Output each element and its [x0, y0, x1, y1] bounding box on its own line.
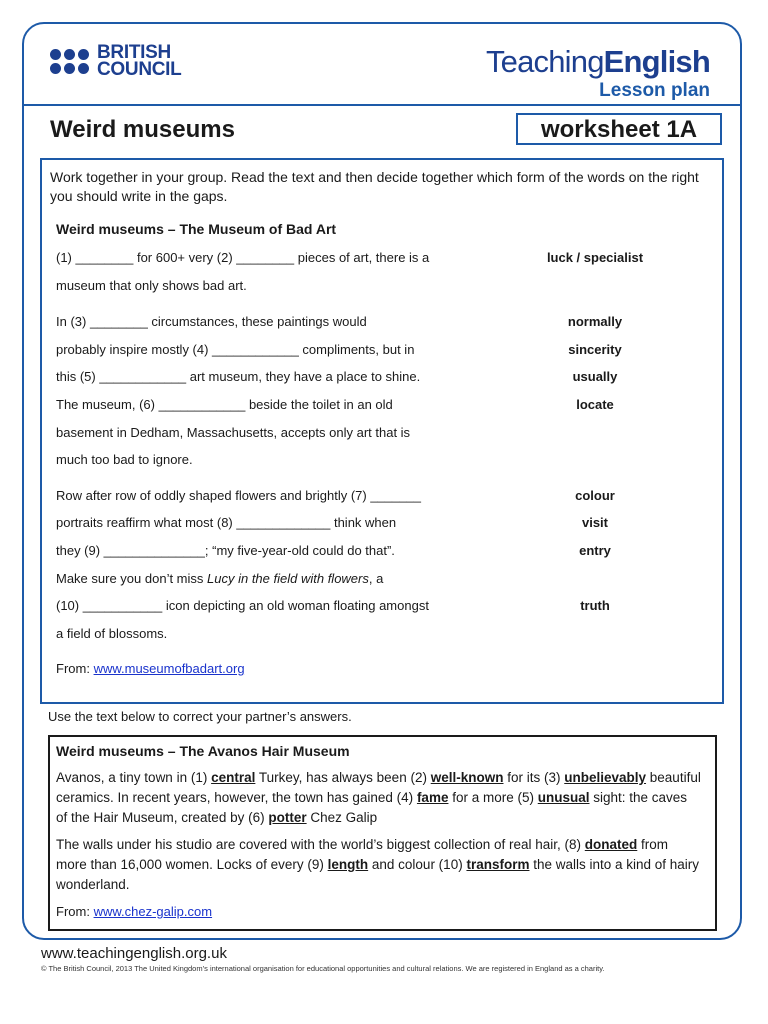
- lesson-plan-label: Lesson plan: [599, 80, 710, 101]
- answer-word: well-known: [430, 770, 504, 785]
- text-span: Turkey, has always been (2): [255, 770, 431, 785]
- british-council-logo: [50, 44, 181, 78]
- text-span: Make sure you don’t miss: [56, 571, 208, 586]
- logo-english: English: [603, 44, 710, 79]
- source-label: From:: [56, 661, 94, 676]
- word-cue: normally: [567, 314, 623, 329]
- worksheet-label: worksheet 1A: [516, 113, 722, 145]
- text-span: , a: [368, 571, 384, 586]
- text-line: Row after row of oddly shaped flowers and brightly (7) _______: [56, 488, 421, 503]
- answer-word: unbelievably: [564, 770, 647, 785]
- answer-word: fame: [416, 790, 449, 805]
- source-label: From:: [56, 904, 94, 919]
- text-line: basement in Dedham, Massachusetts, accepts only art that is: [56, 425, 411, 440]
- word-cue: luck / specialist: [546, 250, 644, 265]
- logo-line-2: COUNCIL: [97, 59, 182, 80]
- logo-dots-icon: [50, 49, 89, 74]
- header-divider: [24, 104, 740, 106]
- correction-instruction: Use the text below to correct your partner’s answers.: [48, 709, 352, 724]
- text-line: probably inspire mostly (4) ____________ compliments, but in: [56, 342, 415, 357]
- text-line: (10) ___________ icon depicting an old woman floating amongst: [56, 598, 429, 613]
- answer-source-line: [56, 904, 212, 919]
- text-span: Avanos, a tiny town in (1): [56, 770, 212, 785]
- answer-paragraph-2: [56, 835, 701, 895]
- text-line: this (5) ____________ art museum, they have a place to shine.: [56, 369, 421, 384]
- word-cue: locate: [576, 397, 614, 412]
- text-span: and colour (10): [368, 857, 467, 872]
- text-span: Chez Galip: [306, 810, 378, 825]
- answer-box: [48, 735, 717, 931]
- page-title: Weird museums: [50, 116, 235, 143]
- text-line: In (3) ________ circumstances, these paintings would: [56, 314, 367, 329]
- text-line: they (9) ______________; “my five-year-old could do that”.: [56, 543, 395, 558]
- text-line: (1) ________ for 600+ very (2) ________ pieces of art, there is a: [56, 250, 430, 265]
- word-cue: sincerity: [568, 342, 622, 357]
- text-span: from more than 16,000 women. Locks of every (9): [56, 837, 669, 872]
- text-span: sight: the caves of the Hair Museum, created by (6): [56, 790, 688, 825]
- footer-copyright: © The British Council, 2013 The United Kingdom’s international organisation for educational opportunities and cultural relations. We are registered in England as a charity.: [41, 964, 605, 973]
- source-line: [56, 661, 245, 676]
- text-line: The museum, (6) ____________ beside the toilet in an old: [56, 397, 393, 412]
- text-line: portraits reaffirm what most (8) _____________ think when: [56, 515, 397, 530]
- section-heading: Weird museums – The Museum of Bad Art: [56, 221, 337, 237]
- answer-word: length: [327, 857, 369, 872]
- footer-website: www.teachingenglish.org.uk: [41, 945, 227, 962]
- text-line: a field of blossoms.: [56, 626, 168, 641]
- source-link[interactable]: www.museumofbadart.org: [93, 661, 245, 676]
- logo-teaching: Teaching: [485, 44, 604, 79]
- answer-paragraph-1: [56, 768, 701, 828]
- word-cue: colour: [575, 488, 615, 503]
- logo-line-1: BRITISH: [97, 42, 171, 63]
- instructions: Work together in your group. Read the text and then decide together which form of the words on the right you should write in the gaps.: [50, 169, 699, 204]
- answer-source-link[interactable]: www.chez-galip.com: [93, 904, 213, 919]
- answer-heading: Weird museums – The Avanos Hair Museum: [56, 743, 350, 759]
- text-span: the walls into a kind of hairy wonderland.: [56, 857, 700, 892]
- word-cue: entry: [579, 543, 611, 558]
- answer-word: transform: [466, 857, 530, 872]
- text-line: much too bad to ignore.: [56, 452, 193, 467]
- text-span: beautiful ceramics. In recent years, however, the town has gained (4): [56, 770, 701, 805]
- text-span: The walls under his studio are covered with the world’s biggest collection of real hair, (8): [56, 837, 585, 852]
- answer-word: potter: [268, 810, 307, 825]
- text-span: for its (3): [503, 770, 565, 785]
- answer-word: unusual: [537, 790, 590, 805]
- answer-word: donated: [584, 837, 638, 852]
- answer-word: central: [211, 770, 256, 785]
- word-cue: usually: [572, 369, 618, 384]
- word-cue: visit: [581, 515, 608, 530]
- teaching-english-logo: [486, 44, 710, 80]
- word-cue: truth: [580, 598, 610, 613]
- text-line: [56, 571, 383, 586]
- text-line: museum that only shows bad art.: [56, 278, 247, 293]
- artwork-title: Lucy in the field with flowers: [207, 571, 369, 586]
- text-span: for a more (5): [448, 790, 538, 805]
